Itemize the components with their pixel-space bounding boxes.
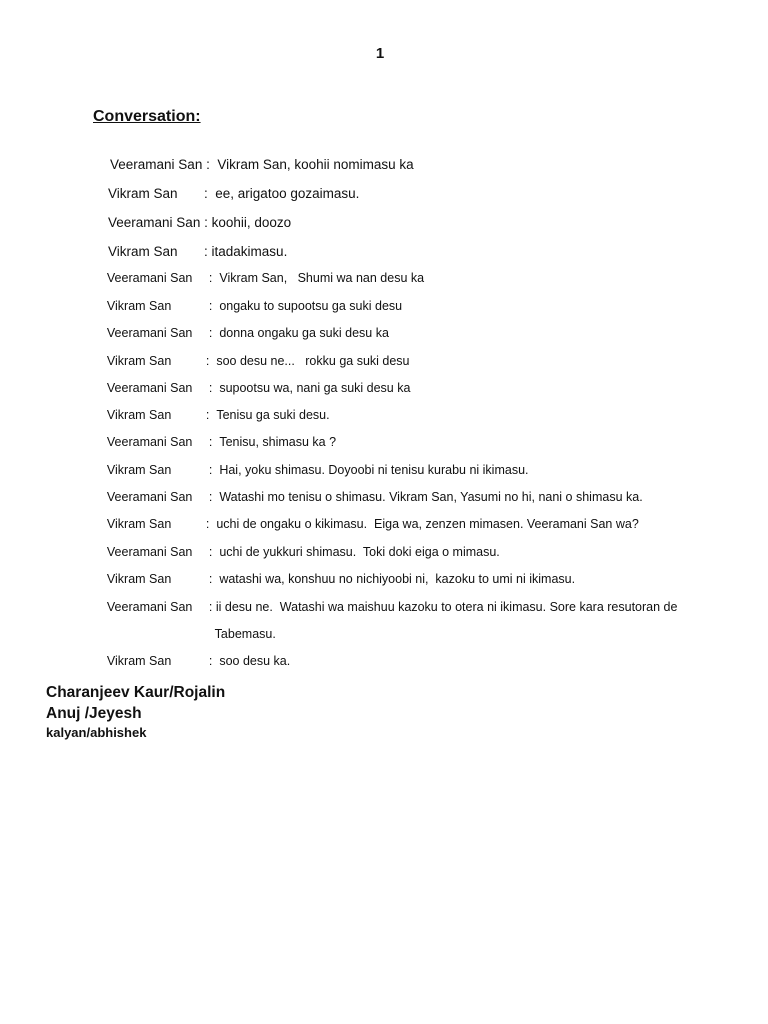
speaker-name: Veeramani San — [106, 271, 193, 285]
dialogue-text: soo desu ne... rokku ga suki desu — [216, 354, 410, 368]
dialogue-text: ii desu ne. Watashi wa maishuu kazoku to otera ni ikimasu. Sore kara resutoran de — [215, 600, 678, 614]
speaker-name: Veeramani San — [106, 545, 193, 559]
credit-line: Anuj /Jeyesh — [46, 705, 142, 722]
speaker-separator: : — [205, 408, 217, 422]
dialogue-text: donna ongaku ga suki desu ka — [219, 326, 389, 340]
dialogue-text: watashi wa, konshuu no nichiyoobi ni, kazoku to umi ni ikimasu. — [219, 572, 576, 586]
dialogue-text: Tenisu ga suki desu. — [216, 408, 330, 422]
speaker-name: Vikram San — [106, 408, 172, 422]
speaker-separator: : — [208, 381, 220, 395]
dialogue-text: soo desu ka. — [219, 654, 291, 668]
speaker-name: Vikram San — [108, 244, 178, 259]
speaker-separator: : — [202, 157, 218, 172]
dialogue-text: Hai, yoku shimasu. Doyoobi ni tenisu kurabu ni ikimasu. — [219, 463, 529, 477]
dialogue-text: Tabemasu. — [214, 627, 276, 641]
speaker-name: Vikram San — [106, 354, 172, 368]
conversation-heading: Conversation: — [93, 108, 201, 125]
speaker-separator: : — [208, 572, 220, 586]
credit-line: Charanjeev Kaur/Rojalin — [46, 684, 226, 701]
speaker-name: Veeramani San — [110, 157, 203, 172]
dialogue-line — [93, 640, 290, 682]
speaker-separator: : — [208, 545, 220, 559]
dialogue-text: Watashi mo tenisu o shimasu. Vikram San, Yasumi no hi, nani o shimasu ka. — [219, 490, 643, 504]
speaker-separator: : — [208, 326, 220, 340]
speaker-name: Veeramani San — [106, 381, 193, 395]
speaker-separator: : — [208, 600, 216, 614]
dialogue-text: Tenisu, shimasu ka ? — [219, 435, 337, 449]
credit-line: kalyan/abhishek — [46, 725, 147, 740]
speaker-separator: : — [204, 244, 212, 259]
dialogue-text: Vikram San, Shumi wa nan desu ka — [219, 271, 425, 285]
speaker-name: Veeramani San — [106, 600, 193, 614]
speaker-name: Vikram San — [108, 186, 178, 201]
dialogue-line — [93, 586, 677, 628]
speaker-separator: : — [208, 654, 220, 668]
speaker-separator: : — [208, 435, 220, 449]
dialogue-text: itadakimasu. — [211, 244, 288, 259]
page-number: 1 — [375, 45, 385, 62]
speaker-separator: : — [205, 354, 217, 368]
speaker-separator: : — [208, 490, 220, 504]
dialogue-text: supootsu wa, nani ga suki desu ka — [219, 381, 411, 395]
speaker-name: Veeramani San — [108, 215, 201, 230]
dialogue-text: koohii, doozo — [211, 215, 292, 230]
speaker-name: Vikram San — [106, 517, 172, 531]
speaker-name: Veeramani San — [106, 326, 193, 340]
speaker-name: Vikram San — [106, 463, 172, 477]
speaker-name: Vikram San — [106, 654, 172, 668]
speaker-name: Veeramani San — [106, 490, 193, 504]
speaker-name: Veeramani San — [106, 435, 193, 449]
dialogue-text: ee, arigatoo gozaimasu. — [215, 186, 360, 201]
speaker-separator: : — [208, 299, 220, 313]
dialogue-text: Vikram San, koohii nomimasu ka — [217, 157, 414, 172]
dialogue-text: uchi de ongaku o kikimasu. Eiga wa, zenzen mimasen. Veeramani San wa? — [216, 517, 639, 531]
dialogue-text: uchi de yukkuri shimasu. Toki doki eiga o mimasu. — [219, 545, 500, 559]
speaker-name: Vikram San — [106, 572, 172, 586]
speaker-separator: : — [205, 517, 217, 531]
speaker-separator: : — [208, 463, 220, 477]
dialogue-text: ongaku to supootsu ga suki desu — [219, 299, 403, 313]
speaker-separator: : — [208, 271, 220, 285]
speaker-separator: : — [204, 186, 216, 201]
speaker-name: Vikram San — [106, 299, 172, 313]
speaker-separator: : — [200, 215, 212, 230]
